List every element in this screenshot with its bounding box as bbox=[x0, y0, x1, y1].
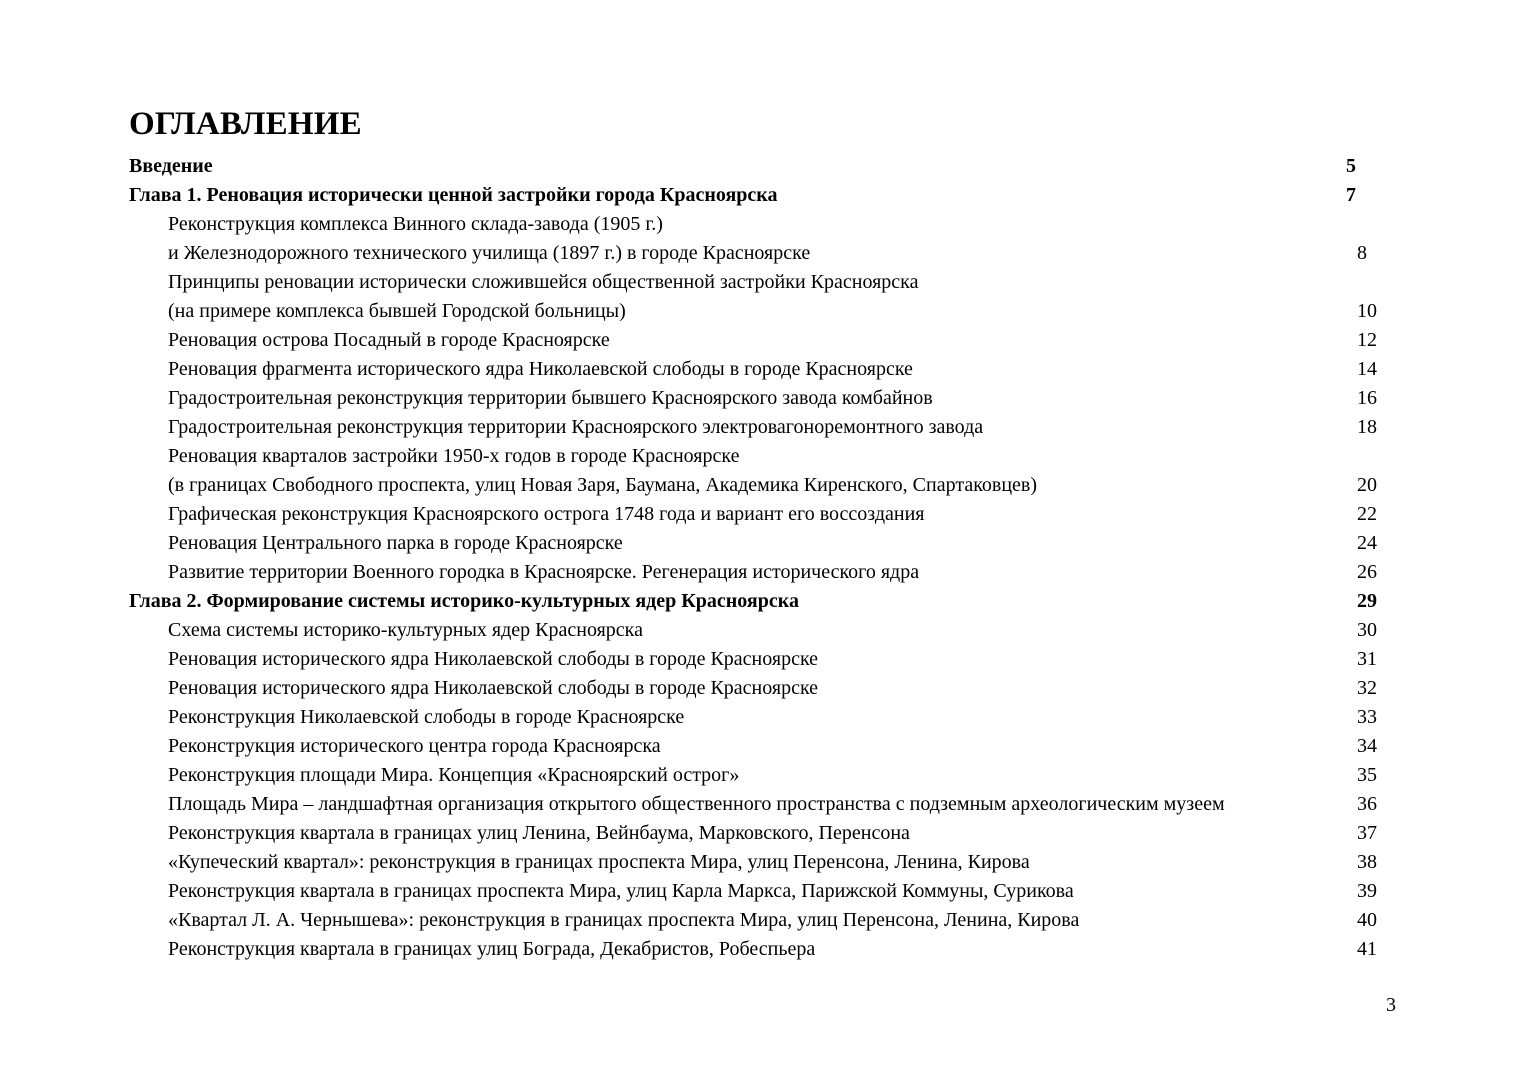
toc-entry-page: 7 bbox=[1346, 184, 1356, 206]
toc-entry bbox=[129, 558, 1389, 587]
toc-entry-page: 34 bbox=[1357, 735, 1377, 757]
toc-entry-text: Реконструкция площади Мира. Концепция «Красноярский острог» bbox=[168, 764, 740, 786]
toc-entry-page: 41 bbox=[1357, 938, 1377, 960]
toc-entry bbox=[129, 674, 1389, 703]
toc-entry bbox=[129, 326, 1389, 355]
toc-entry bbox=[129, 413, 1389, 442]
toc-entry-page: 12 bbox=[1357, 329, 1377, 351]
toc-entry-text: Площадь Мира – ландшафтная организация открытого общественного пространства с подземным археологическим музеем bbox=[168, 793, 1225, 815]
toc-entry-text: «Купеческий квартал»: реконструкция в границах проспекта Мира, улиц Перенсона, Ленина, Кирова bbox=[168, 851, 1030, 873]
toc-entry-page: 16 bbox=[1357, 387, 1377, 409]
toc-entry bbox=[129, 645, 1389, 674]
toc-entry-page: 14 bbox=[1357, 358, 1377, 380]
toc-entry-text: (в границах Свободного проспекта, улиц Новая Заря, Баумана, Академика Киренского, Спартаковцев) bbox=[168, 474, 1038, 496]
toc-entry-page: 30 bbox=[1357, 619, 1377, 641]
toc-entry-page: 29 bbox=[1357, 590, 1377, 612]
toc-entry-text: Глава 1. Реновация исторически ценной застройки города Красноярска bbox=[129, 184, 778, 206]
toc-entry bbox=[129, 935, 1389, 964]
toc-entry bbox=[129, 355, 1389, 384]
toc-entry bbox=[129, 529, 1389, 558]
toc-entry-text: Реконструкция квартала в границах улиц Ленина, Вейнбаума, Марковского, Перенсона bbox=[168, 822, 910, 844]
toc-entry-text: Принципы реновации исторически сложившейся общественной застройки Красноярска bbox=[168, 271, 919, 293]
toc-entry bbox=[129, 442, 1389, 471]
toc-entry-page: 35 bbox=[1357, 764, 1377, 786]
toc-entry bbox=[129, 384, 1389, 413]
toc-entry-text: Реновация фрагмента исторического ядра Николаевской слободы в городе Красноярске bbox=[168, 358, 913, 380]
toc-entry bbox=[129, 616, 1389, 645]
toc-entry bbox=[129, 732, 1389, 761]
toc-entry-page: 24 bbox=[1357, 532, 1377, 554]
toc-entry-text: Реновация исторического ядра Николаевской слободы в городе Красноярске bbox=[168, 648, 819, 670]
toc-entry-page: 26 bbox=[1357, 561, 1377, 583]
toc-entry-chapter-1 bbox=[129, 181, 1389, 210]
toc-entry bbox=[129, 500, 1389, 529]
toc-entry bbox=[129, 297, 1389, 326]
toc-entry-text: Введение bbox=[129, 155, 213, 177]
toc-entry-page: 32 bbox=[1357, 677, 1377, 699]
toc-entry-chapter-2 bbox=[129, 587, 1389, 616]
toc-entry-page: 22 bbox=[1357, 503, 1377, 525]
toc-entry-text: Реконструкция Николаевской слободы в городе Красноярске bbox=[168, 706, 685, 728]
toc-entry bbox=[129, 703, 1389, 732]
toc-entry bbox=[129, 906, 1389, 935]
toc-entry-text: Развитие территории Военного городка в Красноярске. Регенерация исторического ядра bbox=[168, 561, 920, 583]
toc-entry-text: Схема системы историко-культурных ядер Красноярска bbox=[168, 619, 643, 641]
toc-entry-text: Реконструкция комплекса Винного склада-завода (1905 г.) bbox=[168, 213, 663, 235]
toc-entry bbox=[129, 268, 1389, 297]
toc-entry bbox=[129, 210, 1389, 239]
toc-entry-page: 37 bbox=[1357, 822, 1377, 844]
toc-entry-text: Реновация исторического ядра Николаевской слободы в городе Красноярске bbox=[168, 677, 819, 699]
toc-entry-introduction bbox=[129, 152, 1389, 181]
toc-entry-page: 38 bbox=[1357, 851, 1377, 873]
toc-entry bbox=[129, 877, 1389, 906]
toc-entry-text: Реновация кварталов застройки 1950-х годов в городе Красноярске bbox=[168, 445, 740, 467]
toc-entry-page: 5 bbox=[1346, 155, 1356, 177]
toc-entry-text: (на примере комплекса бывшей Городской больницы) bbox=[168, 300, 626, 322]
toc-entry-text: «Квартал Л. А. Чернышева»: реконструкция в границах проспекта Мира, улиц Перенсона, Ленина, Кирова bbox=[168, 909, 1080, 931]
toc-entry-page: 31 bbox=[1357, 648, 1377, 670]
toc-entry-text: Графическая реконструкция Красноярского острога 1748 года и вариант его воссоздания bbox=[168, 503, 925, 525]
toc-entry-text: Реновация острова Посадный в городе Красноярске bbox=[168, 329, 610, 351]
toc-entry-text: Градостроительная реконструкция территории Красноярского электровагоноремонтного завода bbox=[168, 416, 984, 438]
toc-entry-page: 36 bbox=[1357, 793, 1377, 815]
toc-entry bbox=[129, 790, 1389, 819]
toc-entry-page: 10 bbox=[1357, 300, 1377, 322]
toc-entry-text: Реновация Центрального парка в городе Красноярске bbox=[168, 532, 623, 554]
toc-entry bbox=[129, 471, 1389, 500]
toc-entry-page: 39 bbox=[1357, 880, 1377, 902]
toc-title: ОГЛАВЛЕНИЕ bbox=[129, 106, 362, 142]
toc-entry-text: Реконструкция квартала в границах проспекта Мира, улиц Карла Маркса, Парижской Коммуны, Сурикова bbox=[168, 880, 1074, 902]
toc-entry bbox=[129, 239, 1389, 268]
toc-entry-text: Реконструкция квартала в границах улиц Бограда, Декабристов, Робеспьера bbox=[168, 938, 816, 960]
toc-entry-page: 20 bbox=[1357, 474, 1377, 496]
toc-entry bbox=[129, 819, 1389, 848]
page-number: 3 bbox=[1386, 994, 1396, 1016]
toc-entry-text: Градостроительная реконструкция территории бывшего Красноярского завода комбайнов bbox=[168, 387, 933, 409]
toc-entry-text: Реконструкция исторического центра города Красноярска bbox=[168, 735, 661, 757]
toc-entry-page: 33 bbox=[1357, 706, 1377, 728]
toc-entry-text: и Железнодорожного технического училища (1897 г.) в городе Красноярске bbox=[168, 242, 811, 264]
toc-entry-text: Глава 2. Формирование системы историко-культурных ядер Красноярска bbox=[129, 590, 799, 612]
toc-list bbox=[129, 152, 1389, 964]
toc-entry bbox=[129, 848, 1389, 877]
toc-entry bbox=[129, 761, 1389, 790]
toc-entry-page: 40 bbox=[1357, 909, 1377, 931]
toc-entry-page: 18 bbox=[1357, 416, 1377, 438]
toc-entry-page: 8 bbox=[1357, 242, 1367, 264]
